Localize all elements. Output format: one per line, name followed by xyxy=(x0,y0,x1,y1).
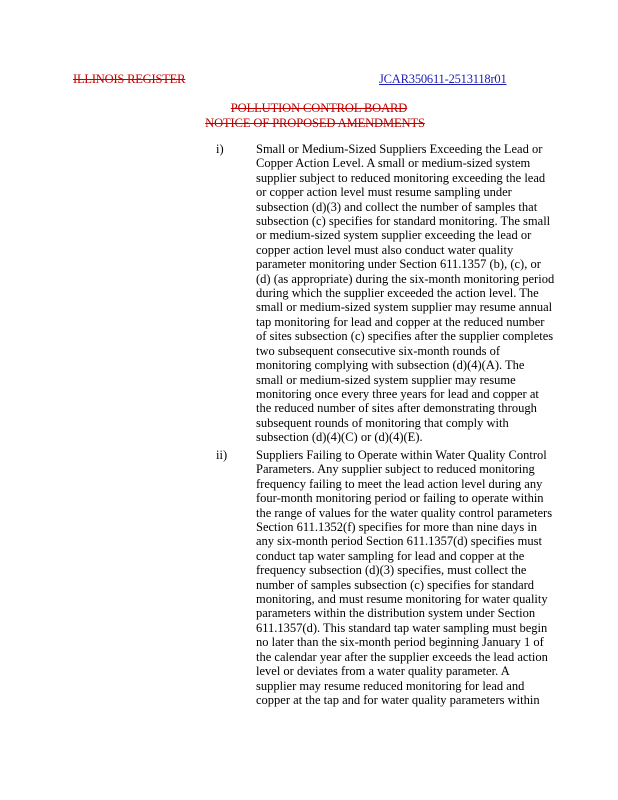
text-line: any six-month period Section 611.1357(d) specifies must xyxy=(256,534,542,549)
text-line: the range of values for the water quality control parameters xyxy=(256,505,553,520)
board-title: POLLUTION CONTROL BOARD xyxy=(230,101,408,115)
item-number: i) xyxy=(216,142,224,156)
text-line: monitoring, and must resume monitoring for water quality xyxy=(256,592,548,607)
notice-title: NOTICE OF PROPOSED AMENDMENTS xyxy=(205,116,425,130)
text-line: tap monitoring for lead and copper at the reduced number xyxy=(256,314,545,329)
text-line: copper at the tap and for water quality parameters within xyxy=(256,692,540,707)
text-line: frequency subsection (d)(3) specifies, must collect the xyxy=(256,563,527,578)
text-line: Section 611.1352(f) specifies for more than nine days in xyxy=(256,520,538,535)
text-line: Small or Medium-Sized Suppliers Exceeding the Lead or xyxy=(256,142,543,156)
text-line: (d) (as appropriate) during the six-month monitoring period xyxy=(256,271,555,286)
text-line: monitoring once every three years for lead and copper at xyxy=(256,386,539,401)
text-line: no later than the six-month period beginning January 1 of xyxy=(256,635,544,650)
register-header: ILLINOIS REGISTER xyxy=(73,72,186,86)
text-line: parameter monitoring under Section 611.1357 (b), (c), or xyxy=(256,257,541,272)
text-line: frequency failing to meet the lead action level during any xyxy=(256,476,543,491)
text-line: Suppliers Failing to Operate within Water Quality Control xyxy=(256,448,547,462)
text-line: supplier may resume reduced monitoring for lead and xyxy=(256,678,525,693)
text-line: subsection (d)(3) and collect the number of samples that xyxy=(256,199,538,214)
text-line: small or medium-sized system supplier may resume annual xyxy=(256,300,553,315)
text-line: the reduced number of sites after demonstrating through xyxy=(256,401,537,416)
text-line: subsection (c) specifies for standard monitoring. The small xyxy=(256,214,551,229)
text-line: Copper Action Level. A small or medium-sized system xyxy=(256,156,531,171)
text-line: Parameters. Any supplier subject to reduced monitoring xyxy=(256,462,535,477)
text-line: monitoring complying with subsection (d)(4)(A). The xyxy=(256,358,525,373)
text-line: four-month monitoring period or failing to operate within xyxy=(256,491,544,506)
item-number: ii) xyxy=(216,448,228,462)
text-line: subsection (d)(4)(C) or (d)(4)(E). xyxy=(256,430,423,445)
text-line: parameters within the distribution system under Section xyxy=(256,606,536,621)
text-line: small or medium-sized system supplier may resume xyxy=(256,372,516,387)
text-line: subsequent rounds of monitoring that comply with xyxy=(256,415,509,430)
text-line: supplier subject to reduced monitoring exceeding the lead xyxy=(256,170,546,185)
item-paragraph xyxy=(256,448,586,707)
text-line: or copper action level must resume sampling under xyxy=(256,185,512,200)
text-line: 611.1357(d). This standard tap water sampling must begin xyxy=(256,620,548,635)
text-line: copper action level must also conduct water quality xyxy=(256,242,514,257)
document-id-link[interactable]: JCAR350611-2513118r01 xyxy=(379,72,507,86)
text-line: of sites subsection (c) specifies after the supplier completes xyxy=(256,329,554,344)
text-line: the calendar year after the supplier exceeds the lead action xyxy=(256,649,548,664)
text-line: two subsequent consecutive six-month rounds of xyxy=(256,343,501,358)
text-line: number of samples subsection (c) specifies for standard xyxy=(256,577,535,592)
text-line: or medium-sized system supplier exceeding the lead or xyxy=(256,228,532,243)
text-line: conduct tap water sampling for lead and copper at the xyxy=(256,548,525,563)
text-line: during which the supplier exceeded the action level. The xyxy=(256,286,539,301)
item-paragraph xyxy=(256,142,586,445)
text-line: level or deviates from a water quality parameter. A xyxy=(256,664,510,679)
